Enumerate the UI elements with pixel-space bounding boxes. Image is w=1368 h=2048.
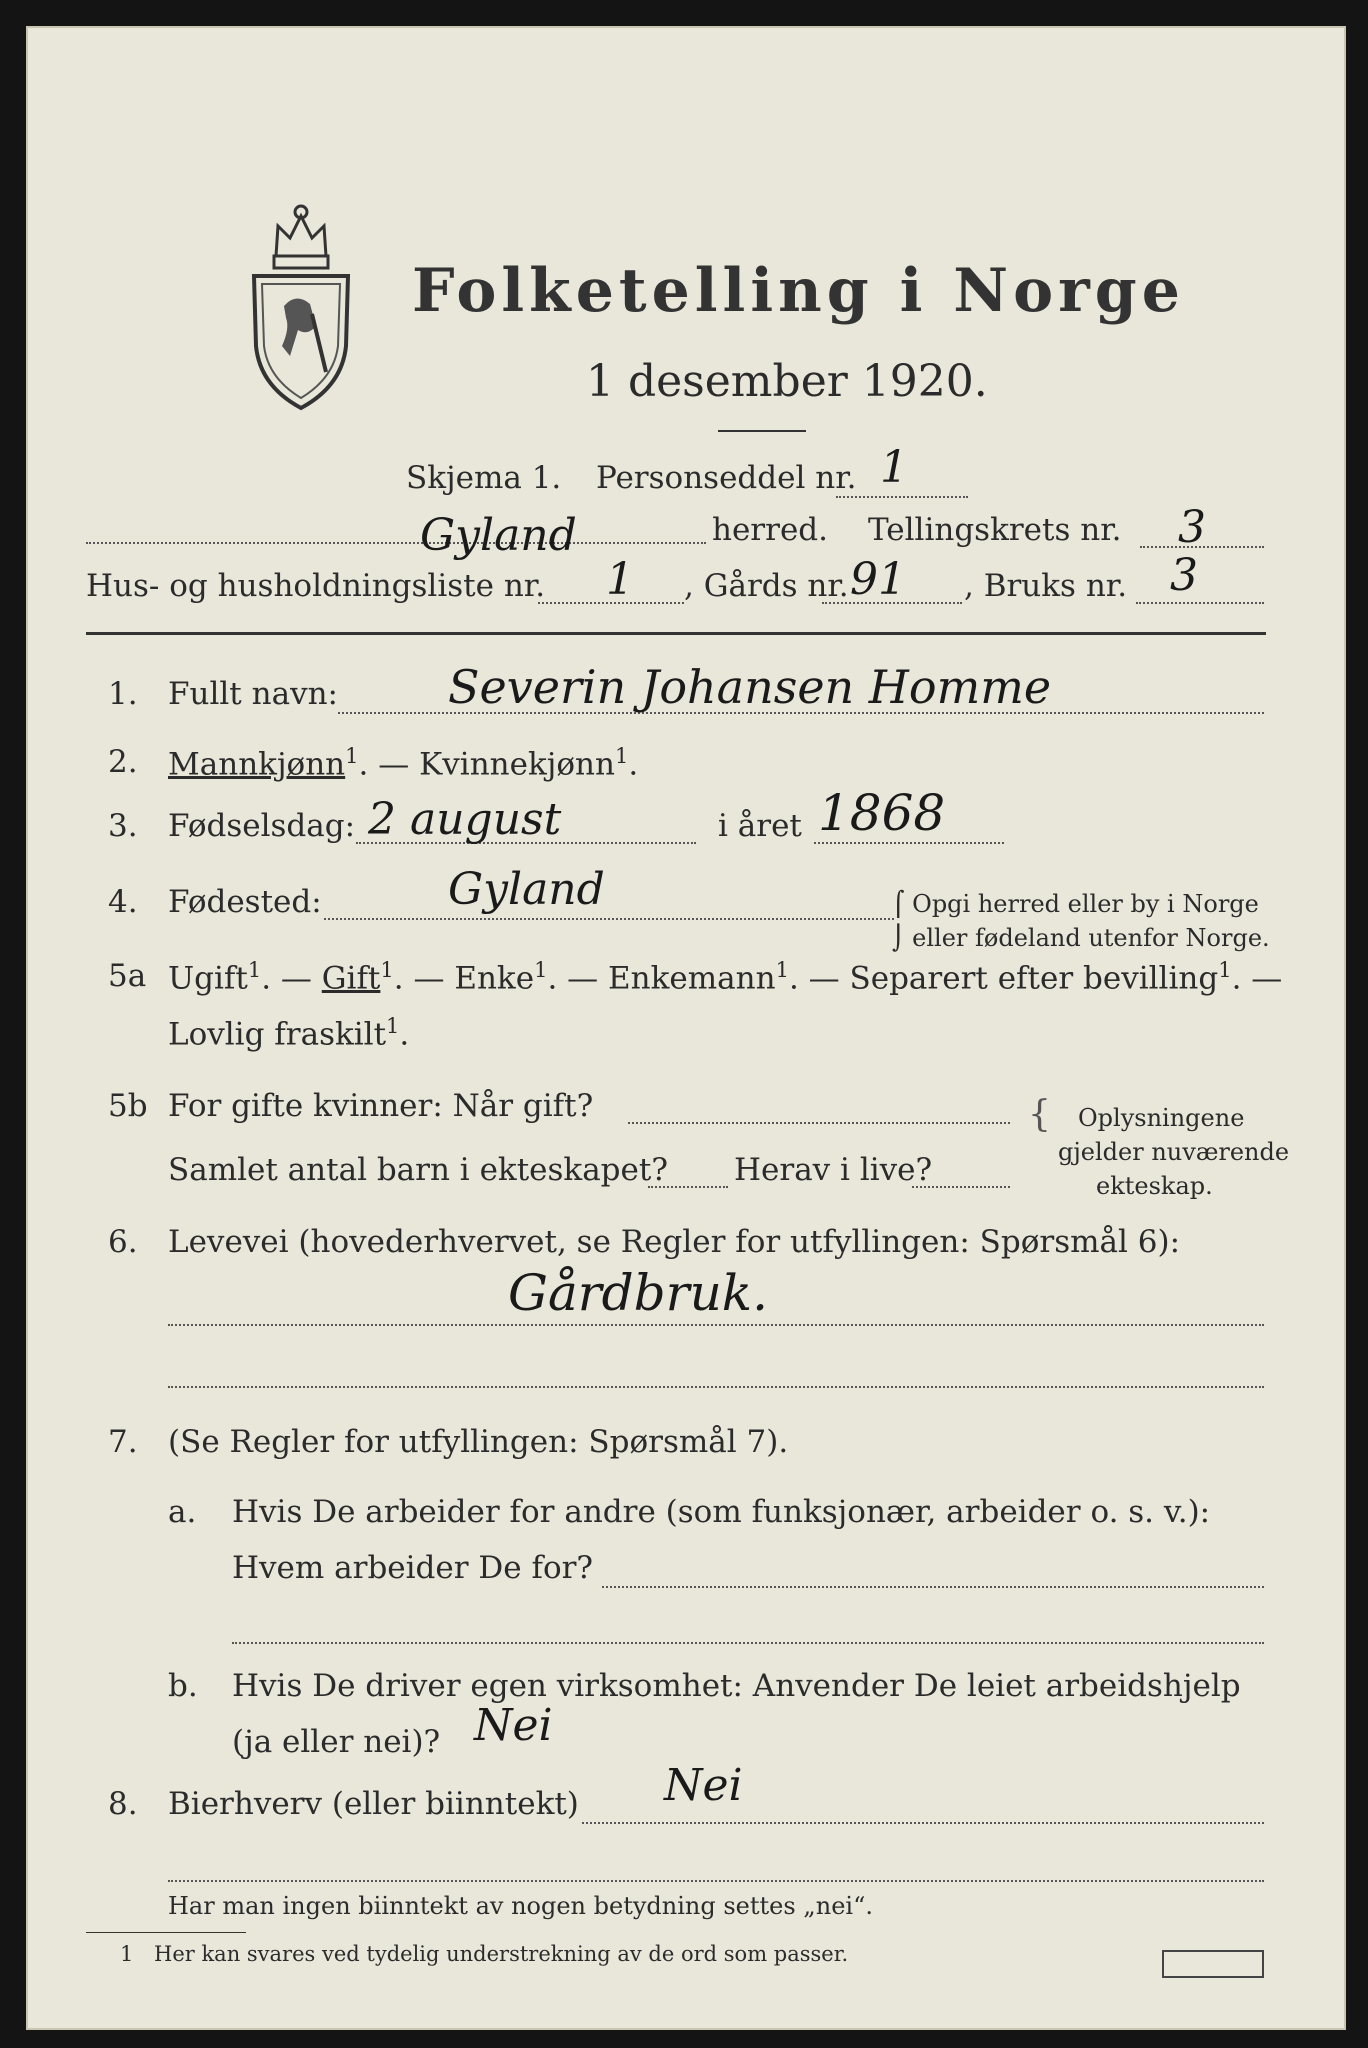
footnote-mark: 1 (120, 1942, 134, 1966)
q1-label: Fullt navn: (168, 676, 338, 712)
q7a-line2: Hvem arbeider De for? (232, 1550, 594, 1586)
children-label: Samlet antal barn i ekteskapet? (168, 1152, 668, 1188)
census-date: 1 desember 1920. (586, 356, 988, 407)
occupation-value: Gårdbruk. (508, 1264, 768, 1322)
q7a-line1: Hvis De arbeider for andre (som funksjonær, arbeider o. s. v.): (232, 1494, 1211, 1530)
coat-of-arms-icon (246, 196, 356, 416)
birthplace-value: Gyland (448, 864, 605, 915)
female-option: — Kvinnekjønn (378, 746, 615, 783)
q6-number: 6. (108, 1224, 138, 1260)
form-title: Folketelling i Norge (412, 256, 1185, 326)
hus-value: 1 (606, 554, 634, 605)
birthplace-note-line1: ⌠ Opgi herred eller by i Norge (892, 890, 1259, 918)
q8-number: 8. (108, 1786, 138, 1822)
living-children-label: Herav i live? (734, 1152, 933, 1188)
q7b-line2: (ja eller nei)? (232, 1724, 441, 1760)
hus-label: Hus- og husholdningsliste nr. (86, 568, 546, 604)
q7-number: 7. (108, 1424, 138, 1460)
footnote-text: Her kan svares ved tydelig understrekning av de ord som passer. (154, 1942, 849, 1966)
income-note: Har man ingen biinntekt av nogen betydning settes „nei“. (168, 1892, 873, 1920)
divorced-option: Lovlig fraskilt$^1$. (168, 1014, 410, 1053)
tellingskrets-label: Tellingskrets nr. (868, 512, 1122, 548)
married-women-label: For gifte kvinner: Når gift? (168, 1088, 594, 1124)
footnote-divider (86, 1932, 246, 1933)
male-option: Mannkjønn (168, 746, 346, 783)
marital-status-line: Ugift$^1$. — Gift$^1$. — Enke$^1$. — Enkemann$^1$. — Separert efter bevilling$^1$. — (168, 958, 1283, 997)
herred-label: herred. (712, 512, 828, 548)
q3-number: 3. (108, 808, 138, 844)
full-name-value: Severin Johansen Homme (448, 660, 1052, 714)
q2-number: 2. (108, 744, 138, 780)
gender-line: Mannkjønn$^1$. — Kvinnekjønn$^1$. (168, 744, 639, 783)
bruks-label: , Bruks nr. (964, 568, 1128, 604)
q7-label: (Se Regler for utfyllingen: Spørsmål 7). (168, 1424, 789, 1460)
herred-value: Gyland (420, 510, 577, 561)
birthdate-value: 2 august (368, 794, 562, 845)
birth-year-value: 1868 (818, 784, 946, 842)
q7a-letter: a. (168, 1494, 197, 1530)
gards-value: 91 (850, 554, 906, 605)
side-income-label: Bierhverv (eller biinntekt) (168, 1786, 579, 1822)
q7b-letter: b. (168, 1668, 198, 1704)
gards-label: , Gårds nr. (684, 568, 849, 604)
birthplace-note-line2: ⌡ eller fødeland utenfor Norge. (892, 924, 1270, 952)
q5a-number: 5a (108, 958, 147, 994)
tellingskrets-value: 3 (1178, 502, 1206, 553)
skjema-label: Skjema 1. (406, 460, 562, 496)
occupation-label: Levevei (hovederhvervet, se Regler for utfyllingen: Spørsmål 6): (168, 1224, 1181, 1260)
side-income-value: Nei (664, 1760, 743, 1811)
marriage-note-3: ekteskap. (1096, 1172, 1213, 1200)
q1-number: 1. (108, 676, 138, 712)
q4-number: 4. (108, 884, 138, 920)
q4-label: Fødested: (168, 884, 322, 920)
personseddel-value: 1 (880, 442, 908, 493)
q5b-number: 5b (108, 1088, 148, 1124)
hired-help-value: Nei (474, 1700, 553, 1751)
personseddel-label: Personseddel nr. (596, 460, 857, 496)
marriage-note-2: gjelder nuværende (1058, 1138, 1290, 1166)
q7b-line1: Hvis De driver egen virksomhet: Anvender De leiet arbeidshjelp (232, 1668, 1241, 1704)
q3-label: Fødselsdag: (168, 808, 356, 844)
printer-stamp (1162, 1950, 1264, 1978)
married-option: Gift (321, 960, 381, 997)
section-rule (86, 632, 1266, 635)
year-label: i året (718, 808, 802, 844)
bruks-value: 3 (1170, 550, 1198, 601)
census-form: Folketelling i Norge 1 desember 1920. Skjema 1. Personseddel nr. 1 Gyland herred. Tellingskrets nr. 3 Hus- og husholdningsliste nr. 1 , Gårds nr. 91 , Bruks nr. 3 1. Fullt navn: Severin Johansen Homme 2. Mannkjønn$^1$. — Kvinnekjønn$^1$. 3. Fødselsdag: 2 august i året 1868 4. Fødested: Gyland ⌠ Opgi herred eller by i Norge ⌡ eller fødeland utenfor Norge. 5a Ugift$^1$. — Gift$^1$. — Enke$^1$. — Enkemann$^1$. — Separert efter bevilling$^1$. — Lovlig fraskilt$^1$. 5b For gifte kvinner: Når gift? Samlet antal barn i ekteskapet? Herav i live? { Oplysningene gjelder nuværende ekteskap. 6. Levevei (hovederhvervet, se Regler for utfyllingen: Spørsmål 6): Gårdbruk. 7. (Se Regler for utfyllingen: Spørsmål 7). a. Hvis De arbeider for andre (som funksjonær, arbeider o. s. v.): Hvem arbeider De for? b. Hvis De driver egen virksomhet: Anvender De leiet arbeidshjelp (ja eller nei)? Nei 8. Bierhverv (eller biinntekt) Nei Har man ingen biinntekt av nogen betydning settes „nei“. 1 Her kan svares ved tydelig understrekning av de ord som passer. (26, 26, 1346, 2030)
marriage-note-1: Oplysningene (1078, 1104, 1245, 1132)
title-divider (718, 430, 806, 432)
